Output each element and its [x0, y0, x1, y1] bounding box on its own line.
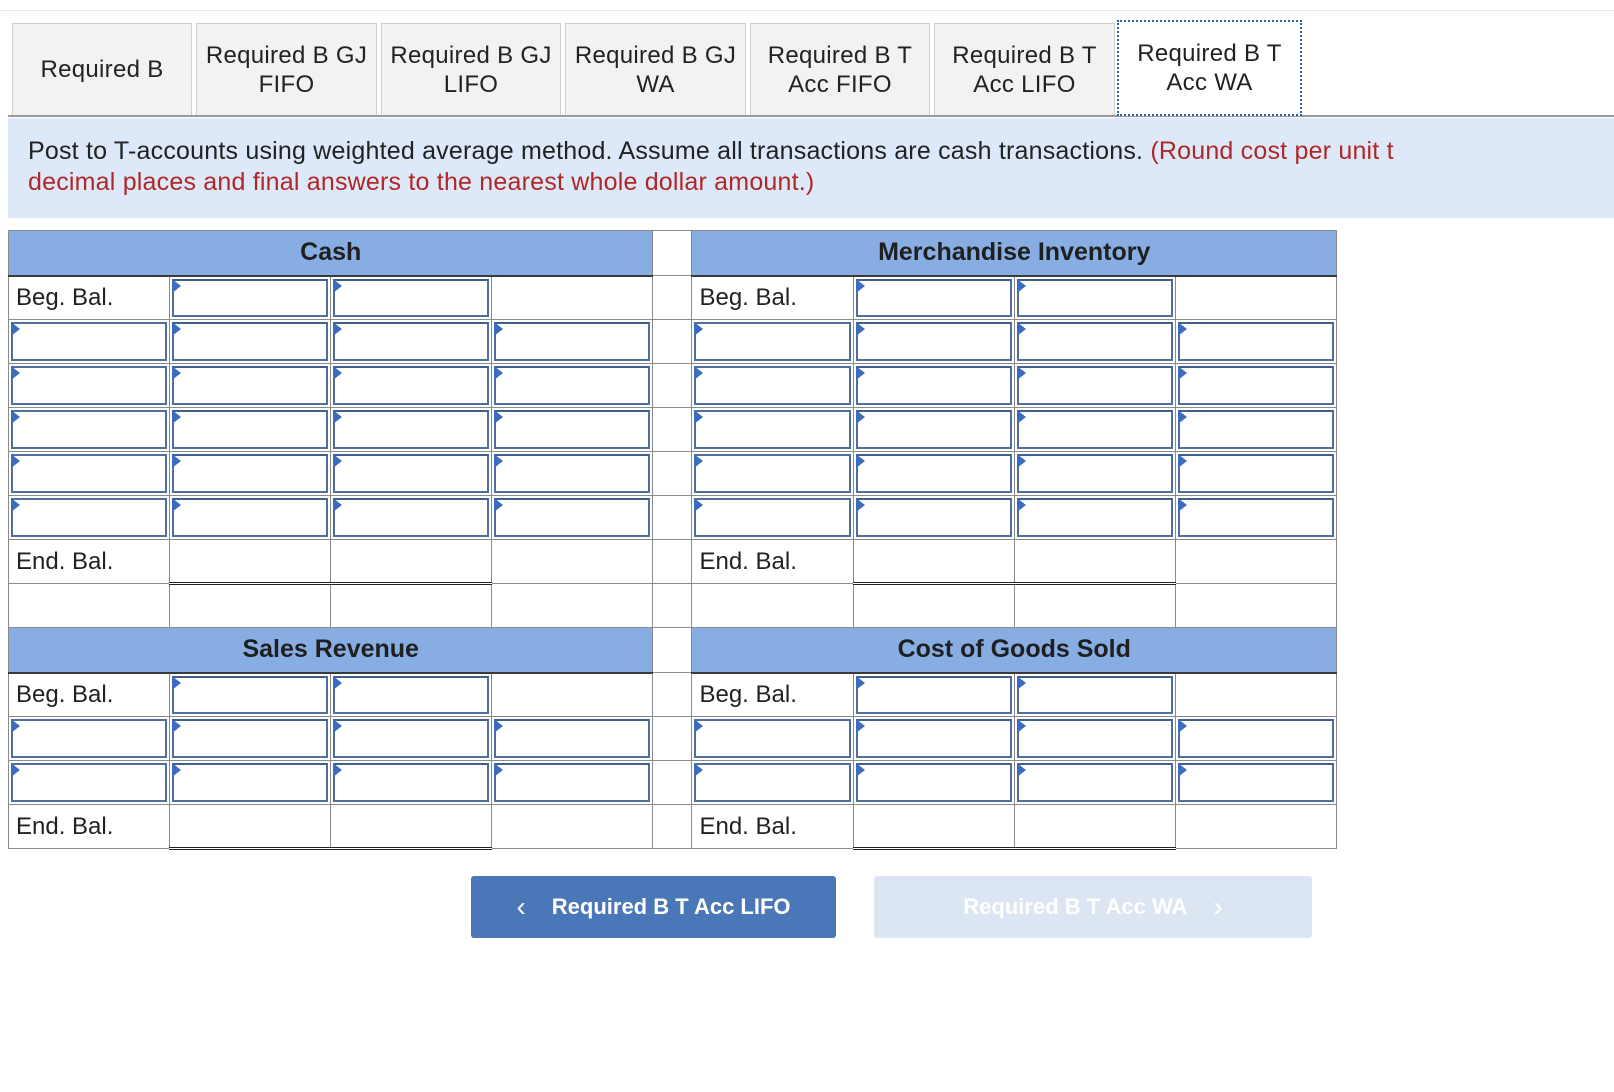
sales-debit-amount-input[interactable] [172, 719, 328, 758]
cash-entry-row [9, 496, 1337, 540]
inventory-beg-bal-label: Beg. Bal. [692, 276, 853, 320]
cogs-credit-amount-input[interactable] [1178, 763, 1334, 802]
cogs-credit-label-input[interactable] [1017, 719, 1173, 758]
cash-debit-label-input[interactable] [11, 366, 167, 405]
cash-credit-amount-input[interactable] [494, 322, 650, 361]
cogs-end-bal-label: End. Bal. [692, 805, 853, 849]
cash-beg-bal-debit[interactable] [170, 276, 331, 320]
inventory-credit-amount-input[interactable] [1178, 498, 1334, 537]
inventory-credit-label-input[interactable] [1017, 498, 1173, 537]
cash-beg-bal-label: Beg. Bal. [9, 276, 170, 320]
spacer-cell [1014, 584, 1175, 628]
top-divider [0, 10, 1614, 11]
grid-gap [653, 276, 692, 320]
grid-gap [653, 452, 692, 496]
inventory-beg-bal-credit-label[interactable] [1014, 276, 1175, 320]
cogs-end-bal-blank [1175, 805, 1336, 849]
spacer-cell [692, 584, 853, 628]
sales-debit-label-input[interactable] [11, 719, 167, 758]
cash-credit-amount-input[interactable] [494, 498, 650, 537]
chevron-right-icon: › [1213, 891, 1223, 922]
rounding-note-line2: decimal places and final answers to the nearest whole dollar amount.) [28, 168, 815, 196]
inventory-debit-label-input[interactable] [694, 410, 850, 449]
inventory-credit-amount-input[interactable] [1178, 366, 1334, 405]
cash-beg-bal-blank [492, 276, 653, 320]
cash-debit-amount-input[interactable] [172, 454, 328, 493]
inventory-debit-amount-input[interactable] [856, 366, 1012, 405]
tab-baseline [8, 115, 1614, 117]
next-tab-label: Required B T Acc WA [963, 894, 1188, 919]
sales-end-bal-debit[interactable] [170, 805, 331, 849]
sales-credit-label-input[interactable] [333, 719, 489, 758]
inventory-debit-amount-input[interactable] [856, 322, 1012, 361]
cash-credit-amount-input[interactable] [494, 366, 650, 405]
rounding-note: (Round cost per unit t [1150, 137, 1394, 165]
tab-bar [12, 23, 1614, 117]
cash-credit-label-input[interactable] [333, 366, 489, 405]
cash-debit-label-input[interactable] [11, 454, 167, 493]
sales-end-bal-credit[interactable] [331, 805, 492, 849]
sales-beg-bal-debit-input[interactable] [172, 676, 328, 715]
inventory-debit-amount-input[interactable] [856, 410, 1012, 449]
sales-revenue-header: Sales Revenue [9, 628, 653, 673]
grid-gap [653, 717, 692, 761]
cash-debit-label-input[interactable] [11, 410, 167, 449]
cogs-debit-amount-input[interactable] [856, 719, 1012, 758]
grid-gap [653, 364, 692, 408]
tab-required-b-gj-fifo[interactable]: Required B GJ FIFO [196, 23, 377, 115]
inventory-credit-label-input[interactable] [1017, 454, 1173, 493]
spacer-cell [492, 584, 653, 628]
inventory-credit-label-input[interactable] [1017, 322, 1173, 361]
grid-gap [653, 231, 692, 276]
cash-debit-amount-input[interactable] [172, 322, 328, 361]
cash-credit-label-input[interactable] [333, 498, 489, 537]
cogs-end-bal-debit[interactable] [853, 805, 1014, 849]
inventory-beg-bal-debit-input[interactable] [856, 279, 1012, 318]
cogs-beg-bal-credit-label-input[interactable] [1017, 676, 1173, 715]
tab-required-b-gj-lifo[interactable]: Required B GJ LIFO [381, 23, 561, 115]
spacer-cell [1175, 584, 1336, 628]
inventory-credit-amount-input[interactable] [1178, 454, 1334, 493]
cash-beg-bal-credit-label[interactable] [331, 276, 492, 320]
prev-tab-label: Required B T Acc LIFO [551, 894, 791, 919]
inventory-debit-amount-input[interactable] [856, 454, 1012, 493]
grid-gap [653, 496, 692, 540]
spacer-cell [9, 584, 170, 628]
inventory-debit-label-input[interactable] [694, 366, 850, 405]
next-tab-button[interactable] [874, 876, 1312, 938]
instruction-box [8, 118, 1614, 218]
sales-end-bal-label: End. Bal. [9, 805, 170, 849]
cash-beg-bal-debit-input[interactable] [172, 279, 328, 318]
instruction-text: Post to T-accounts using weighted average method. Assume all transactions are cash transactions. [28, 137, 1151, 165]
inventory-beg-bal-credit-label-input[interactable] [1017, 279, 1173, 318]
grid-gap [653, 408, 692, 452]
cogs-debit-amount-input[interactable] [856, 763, 1012, 802]
chevron-left-icon: ‹ [516, 891, 526, 922]
sales-credit-amount-input[interactable] [494, 719, 650, 758]
tab-required-b-t-acc-fifo[interactable]: Required B T Acc FIFO [750, 23, 930, 115]
spacer-cell [170, 584, 331, 628]
sales-entry-row [9, 761, 1337, 805]
cogs-end-bal-credit[interactable] [1014, 805, 1175, 849]
grid-gap [653, 320, 692, 364]
cost-of-goods-sold-header: Cost of Goods Sold [692, 628, 1337, 673]
grid-gap [653, 628, 692, 673]
sales-beg-bal-blank [492, 673, 653, 717]
inventory-debit-label-input[interactable] [694, 454, 850, 493]
sales-credit-label-input[interactable] [333, 763, 489, 802]
cash-entry-row [9, 408, 1337, 452]
tab-required-b-t-acc-wa[interactable]: Required B T Acc WA [1117, 20, 1302, 116]
grid-gap [653, 761, 692, 805]
cash-credit-label-input[interactable] [333, 410, 489, 449]
inventory-beg-bal-blank [1175, 276, 1336, 320]
sales-beg-bal-credit-label-input[interactable] [333, 676, 489, 715]
cash-credit-amount-input[interactable] [494, 454, 650, 493]
sales-entry-row [9, 717, 1337, 761]
sales-credit-amount-input[interactable] [494, 763, 650, 802]
inventory-end-bal-label: End. Bal. [692, 540, 853, 584]
inventory-debit-label-input[interactable] [694, 322, 850, 361]
tab-required-b[interactable]: Required B [12, 23, 192, 115]
prev-tab-button[interactable] [471, 876, 836, 938]
cogs-debit-label-input[interactable] [694, 763, 850, 802]
inventory-end-bal-blank [1175, 540, 1336, 584]
cash-debit-amount-input[interactable] [172, 410, 328, 449]
merchandise-inventory-header: Merchandise Inventory [692, 231, 1337, 276]
inventory-credit-label-input[interactable] [1017, 410, 1173, 449]
sales-debit-amount-input[interactable] [172, 763, 328, 802]
spacer-cell [853, 584, 1014, 628]
cash-credit-label-input[interactable] [333, 454, 489, 493]
cash-debit-label-input[interactable] [11, 322, 167, 361]
cash-credit-amount-input[interactable] [494, 410, 650, 449]
grid-gap [653, 540, 692, 584]
grid-gap [653, 673, 692, 717]
sales-debit-label-input[interactable] [11, 763, 167, 802]
grid-gap [653, 805, 692, 849]
cogs-credit-label-input[interactable] [1017, 763, 1173, 802]
cash-debit-amount-input[interactable] [172, 366, 328, 405]
cash-end-bal-debit[interactable] [170, 540, 331, 584]
sales-end-bal-blank [492, 805, 653, 849]
inventory-debit-amount-input[interactable] [856, 498, 1012, 537]
tab-required-b-gj-wa[interactable]: Required B GJ WA [565, 23, 746, 115]
cash-beg-bal-credit-label-input[interactable] [333, 279, 489, 318]
spacer-cell [331, 584, 492, 628]
cash-end-bal-label: End. Bal. [9, 540, 170, 584]
cogs-beg-bal-label: Beg. Bal. [692, 673, 853, 717]
tab-required-b-t-acc-lifo[interactable]: Required B T Acc LIFO [934, 23, 1115, 115]
cash-end-bal-credit[interactable] [331, 540, 492, 584]
inventory-credit-amount-input[interactable] [1178, 322, 1334, 361]
cash-entry-row [9, 364, 1337, 408]
cash-credit-label-input[interactable] [333, 322, 489, 361]
inventory-end-bal-debit[interactable] [853, 540, 1014, 584]
inventory-end-bal-credit[interactable] [1014, 540, 1175, 584]
grid-gap [653, 584, 692, 628]
cash-header: Cash [9, 231, 653, 276]
cash-end-bal-blank [492, 540, 653, 584]
t-accounts-grid [8, 230, 1337, 857]
cash-entry-row [9, 320, 1337, 364]
cogs-beg-bal-blank [1175, 673, 1336, 717]
inventory-credit-label-input[interactable] [1017, 366, 1173, 405]
inventory-credit-amount-input[interactable] [1178, 410, 1334, 449]
cash-entry-row [9, 452, 1337, 496]
inventory-beg-bal-debit[interactable] [853, 276, 1014, 320]
cogs-debit-label-input[interactable] [694, 719, 850, 758]
cash-debit-amount-input[interactable] [172, 498, 328, 537]
cash-debit-label-input[interactable] [11, 498, 167, 537]
cogs-beg-bal-debit-input[interactable] [856, 676, 1012, 715]
inventory-debit-label-input[interactable] [694, 498, 850, 537]
sales-beg-bal-label: Beg. Bal. [9, 673, 170, 717]
cogs-credit-amount-input[interactable] [1178, 719, 1334, 758]
